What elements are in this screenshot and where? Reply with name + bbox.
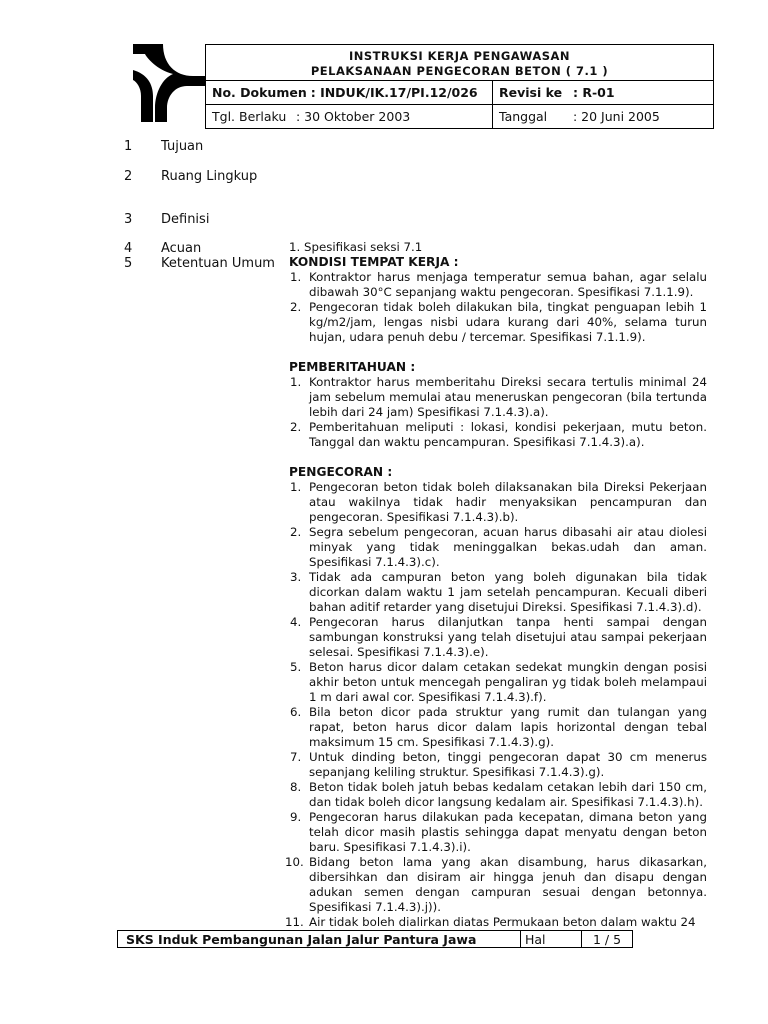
revision-value: : R-01 bbox=[572, 85, 615, 100]
content-body bbox=[285, 240, 707, 930]
page-number: 1 / 5 bbox=[592, 931, 622, 947]
document-header bbox=[205, 44, 714, 129]
company-logo bbox=[133, 44, 205, 122]
date-value: : 20 Juni 2005 bbox=[572, 109, 660, 124]
list-item: 1. Kontraktor harus memberitahu Direksi secara tertulis minimal 24 jam sebelum memulai atau meneruskan pengecoran (bila tertunda lebih dari 24 jam) Spesifikasi 7.1.4.3).a). bbox=[290, 375, 707, 419]
acuan-reference: 1. Spesifikasi seksi 7.1 bbox=[289, 240, 423, 254]
date-label: Tanggal bbox=[499, 109, 548, 124]
section-number: 4 bbox=[124, 241, 133, 256]
pemberitahuan-heading: PEMBERITAHUAN : bbox=[289, 360, 416, 374]
list-item: 1. Kontraktor harus menjaga temperatur semua bahan, agar selalu dibawah 30°C sepanjang waktu pengecoran. Spesifikasi 7.1.1.9). bbox=[290, 270, 707, 299]
title-line-2: PELAKSANAAN PENGECORAN BETON ( 7.1 ) bbox=[310, 63, 609, 78]
list-item: 6. Bila beton dicor pada struktur yang rumit dan tulangan yang rapat, beton harus dicor dalam lapis horizontal dengan tebal maksimum 15 cm. Spesifikasi 7.1.4.3).g). bbox=[290, 705, 707, 749]
footer-hal-label: Hal bbox=[525, 931, 546, 947]
kondisi-heading: KONDISI TEMPAT KERJA : bbox=[289, 255, 459, 269]
pengecoran-list bbox=[285, 480, 707, 930]
date-cell bbox=[493, 105, 714, 129]
page-footer bbox=[117, 930, 714, 948]
list-item: 9. Pengecoran harus dilakukan pada kecepatan, dimana beton yang telah dicor masih plastis sehingga dapat menyatu dengan beton baru. Spesifikasi 7.1.4.3).i). bbox=[290, 810, 707, 854]
section-title: Definisi bbox=[161, 212, 210, 227]
list-item: 11. Air tidak boleh dialirkan diatas Permukaan beton dalam waktu 24 bbox=[285, 915, 696, 929]
pengecoran-heading: PENGECORAN : bbox=[289, 465, 393, 479]
list-item: 3. Tidak ada campuran beton yang boleh digunakan bila tidak dicorkan dalam waktu 1 jam setelah pencampuran. Kecuali diberi bahan aditif retarder yang disetujui Direksi. Spesifikasi 7.1.4.3).d). bbox=[290, 570, 707, 614]
section-title: Ketentuan Umum bbox=[161, 256, 275, 271]
footer-hal-cell bbox=[521, 931, 582, 948]
section-number: 2 bbox=[124, 169, 133, 184]
footer-organization bbox=[118, 931, 521, 948]
section-number: 1 bbox=[124, 139, 133, 154]
list-item: 8. Beton tidak boleh jatuh bebas kedalam cetakan lebih dari 150 cm, dan tidak boleh dicor langsung kedalam air. Spesifikasi 7.1.4.3).h). bbox=[290, 780, 707, 809]
list-item: 2. Pemberitahuan meliputi : lokasi, kondisi pekerjaan, mutu beton. Tanggal dan waktu pencampuran. Spesifikasi 7.1.4.3).a). bbox=[290, 420, 707, 449]
doc-number-cell bbox=[206, 81, 493, 105]
section-title: Tujuan bbox=[161, 139, 204, 154]
list-item: 5. Beton harus dicor dalam cetakan sedekat mungkin dengan posisi akhir beton untuk mencegah pengaliran yg tidak boleh melampaui 1 m dari awal cor. Spesifikasi 7.1.4.3).f). bbox=[290, 660, 707, 704]
list-item: 2. Pengecoran tidak boleh dilakukan bila, tingkat penguapan lebih 1 kg/m2/jam, lengas nisbi udara kurang dari 40%, selama turun hujan, udara penuh debu / tercemar. Spesifikasi 7.1.1.9). bbox=[290, 300, 707, 344]
section-number: 5 bbox=[124, 256, 133, 271]
section-title: Acuan bbox=[161, 241, 202, 256]
revision-label: Revisi ke bbox=[499, 85, 563, 100]
list-item: 1. Pengecoran beton tidak boleh dilaksanakan bila Direksi Pekerjaan atau wakilnya tidak hadir menyaksikan pencampuran dan pengecoran. Spesifikasi 7.1.4.3).b). bbox=[290, 480, 707, 524]
revision-cell bbox=[493, 81, 714, 105]
footer-page-cell bbox=[582, 931, 633, 948]
title-line-1: INSTRUKSI KERJA PENGAWASAN bbox=[348, 48, 571, 63]
doc-number-value: : INDUK/IK.17/PI.12/026 bbox=[310, 85, 478, 100]
doc-number-label: No. Dokumen bbox=[212, 85, 307, 100]
kondisi-list bbox=[289, 270, 707, 345]
section-title: Ruang Lingkup bbox=[161, 169, 258, 184]
list-item: 10. Bidang beton lama yang akan disambung, harus dikasarkan, dibersihkan dan disiram air hingga jenuh dan disapu dengan adukan semen dengan campuran sesuai dengan betonnya. Spesifikasi 7.1.4.3).j)). bbox=[285, 855, 707, 914]
footer-org-text: SKS Induk Pembangunan Jalan Jalur Pantura Jawa bbox=[126, 931, 477, 947]
effective-date-label: Tgl. Berlaku bbox=[212, 109, 287, 124]
effective-date-value: : 30 Oktober 2003 bbox=[295, 109, 411, 124]
list-item: 4. Pengecoran harus dilanjutkan tanpa henti sampai dengan sambungan konstruksi yang telah disetujui atau sampai pekerjaan selesai. Spesifikasi 7.1.4.3).e). bbox=[290, 615, 707, 659]
section-number: 3 bbox=[124, 212, 133, 227]
pemberitahuan-list bbox=[289, 375, 707, 450]
effective-date-cell bbox=[206, 105, 493, 129]
list-item: 7. Untuk dinding beton, tinggi pengecoran dapat 30 cm menerus sepanjang keliling struktur. Spesifikasi 7.1.4.3).g). bbox=[290, 750, 707, 779]
document-title bbox=[206, 45, 714, 81]
list-item: 2. Segra sebelum pengecoran, acuan harus dibasahi air atau diolesi minyak yang tidak meninggalkan bekas.udah dan aman. Spesifikasi 7.1.4.3).c). bbox=[290, 525, 707, 569]
